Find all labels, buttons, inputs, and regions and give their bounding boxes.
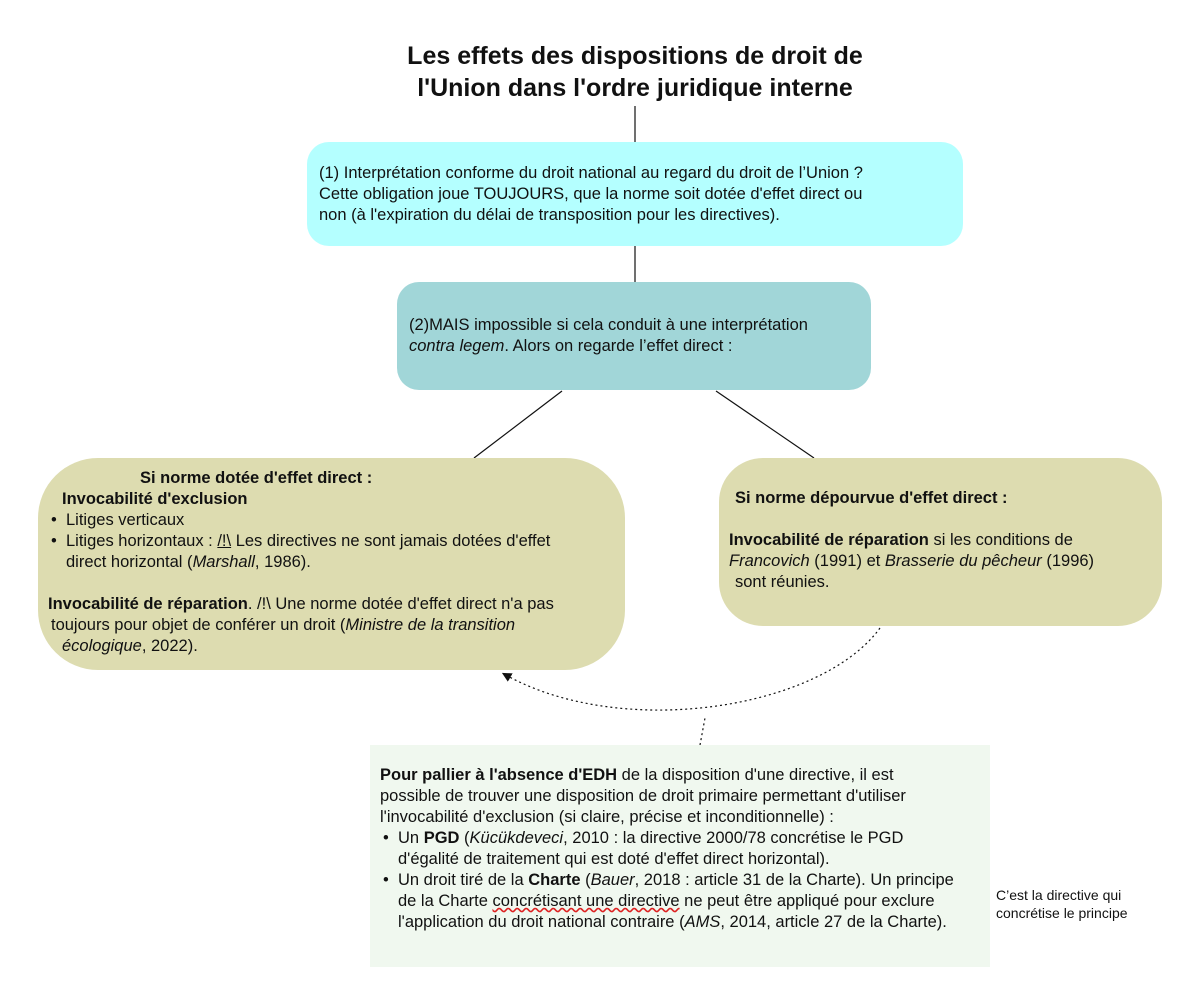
node-sans-effet-direct [719,458,1162,626]
node4-line1: si les conditions de [928,531,1073,549]
reparation-label: Invocabilité de réparation [48,595,248,613]
node5-intro: Pour pallier à l'absence d'EDH [380,766,618,784]
case-marshall: Marshall [192,553,255,571]
charte-label: Charte [528,871,581,889]
b1-text: , 2010 : la directive 2000/78 concrétise le PGD [563,829,904,847]
node-absence-edh [370,745,990,967]
node3-heading: Si norme dotée d'effet direct : [140,469,373,487]
node3-reparation-paragraph [48,594,611,657]
b2-line2-prefix: de la Charte [398,892,493,910]
note-line-2: concrétise le principe [996,905,1128,921]
b2-line3-prefix: l'application du droit national contraire ( [398,913,685,931]
pgd-label: PGD [423,829,460,847]
case-bauer: Bauer [590,871,635,889]
b1-prefix: Un [398,829,424,847]
title-line-1: Les effets des dispositions de droit de [407,42,863,70]
node2-line-1: (2)MAIS impossible si cela conduit à une interprétation [409,316,808,334]
node4-line2: (1996) [1041,552,1095,570]
node-effet-direct [38,458,625,670]
b2-text: , 2018 : article 31 de la Charte). Un principe [634,871,954,889]
node5-line3: l'invocabilité d'exclusion (si claire, précise et inconditionnelle) : [380,808,834,826]
case-brasserie: Brasserie du pêcheur [884,552,1042,570]
side-note [996,886,1156,922]
note-line-1: C’est la directive qui [996,887,1122,903]
node1-line-3: non (à l'expiration du délai de transposition pour les directives). [319,206,780,224]
node3-subheading: Invocabilité d'exclusion [62,490,248,508]
b2-prefix: Un droit tiré de la [398,871,529,889]
node2-line-2-rest: . Alors on regarde l’effet direct : [504,337,733,355]
connector-node2-node4 [716,391,814,458]
node1-line-1: (1) Interprétation conforme du droit national au regard du droit de l’Union ? [319,164,863,182]
dotted-connector-node5 [700,718,705,745]
node-contra-legem [397,282,871,390]
case-francovich: Francovich [729,552,810,570]
node2-line-2 [409,336,859,357]
node3-bullet-verticaux: • Litiges verticaux [48,510,611,531]
reparation-line1: . /!\ Une norme dotée d'effet direct n'a pas [247,595,554,613]
node3-bullet-horizontaux [48,531,611,573]
node1-line-2: Cette obligation joue TOUJOURS, que la norme soit dotée d'effet direct ou [319,185,863,203]
bullet2-line2-suffix: , 1986). [254,553,311,571]
case-ams: AMS [684,913,721,931]
diagram-title [335,40,935,104]
node-interpretation-conforme [307,142,963,246]
node5-bullet-charte [380,870,980,933]
b2-line3-suffix: , 2014, article 27 de la Charte). [720,913,947,931]
b1-line2: d'égalité de traitement qui est doté d'effet direct horizontal). [398,850,830,868]
b2-open: ( [580,871,591,889]
bullet2-prefix: Litiges horizontaux : [66,532,218,550]
case-ministre: Ministre de la transition [345,616,516,634]
node4-heading: Si norme dépourvue d'effet direct : [735,489,1008,507]
node4-line3: sont réunies. [735,573,830,591]
title-line-2: l'Union dans l'ordre juridique interne [417,74,853,102]
b2-line2-suffix: ne peut être appliqué pour exclure [679,892,935,910]
case-ecologique: écologique [62,637,142,655]
node5-bullet-pgd [380,828,980,870]
bullet2-text: Les directives ne sont jamais dotées d'effet [231,532,551,550]
highlighted-phrase: concrétisant une directive [492,892,680,910]
warning-sign: /!\ [217,532,232,550]
contra-legem-term: contra legem [409,337,505,355]
reparation-line2: toujours pour objet de conférer un droit ( [51,616,346,634]
b1-open: ( [459,829,470,847]
node5-line1: de la disposition d'une directive, il est [617,766,894,784]
bullet2-line2-prefix: direct horizontal ( [66,553,193,571]
node4-reparation-label: Invocabilité de réparation [729,531,929,549]
case-kucukdeveci: Kücükdeveci [469,829,564,847]
reparation-line3: , 2022). [141,637,198,655]
connector-node2-node3 [474,391,562,458]
node5-line2: possible de trouver une disposition de droit primaire permettant d'utiliser [380,787,906,805]
node4-mid: (1991) et [809,552,885,570]
